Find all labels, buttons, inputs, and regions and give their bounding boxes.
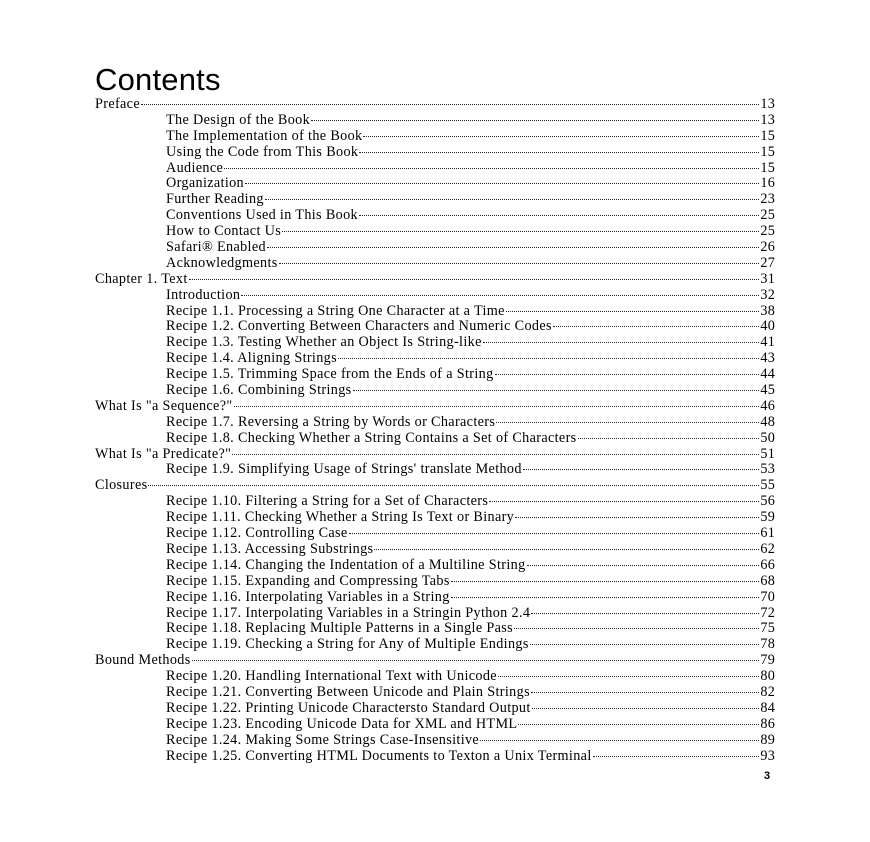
- toc-entry-title: Recipe 1.12. Controlling Case: [166, 525, 348, 542]
- toc-subentry[interactable]: [95, 415, 775, 431]
- toc-entry-title: Recipe 1.13. Accessing Substrings: [166, 540, 374, 557]
- toc-entry-page-number: 41: [760, 334, 775, 351]
- toc-subentry[interactable]: [95, 383, 775, 399]
- toc-entry-page-number: 72: [760, 604, 775, 621]
- toc-entry-title: The Implementation of the Book: [166, 127, 363, 144]
- dot-leader: [451, 597, 760, 598]
- toc-entry-page-number: 59: [760, 509, 775, 526]
- dot-leader: [489, 501, 759, 502]
- toc-entry-title: Recipe 1.19. Checking a String for Any of Multiple Endings: [166, 636, 529, 653]
- toc-section-entry[interactable]: [95, 653, 775, 669]
- toc-entry-page-number: 79: [760, 652, 775, 669]
- toc-entry-page-number: 44: [760, 366, 775, 383]
- toc-entry-title: Further Reading: [166, 191, 264, 208]
- toc-subentry[interactable]: [95, 590, 775, 606]
- toc-subentry[interactable]: [95, 542, 775, 558]
- toc-section-entry[interactable]: [95, 399, 775, 415]
- toc-entry-title: What Is "a Sequence?": [95, 397, 233, 414]
- dot-leader: [514, 628, 759, 629]
- dot-leader: [480, 740, 759, 741]
- dot-leader: [189, 279, 760, 280]
- toc-entry-title: Recipe 1.10. Filtering a String for a Set of Characters: [166, 493, 489, 510]
- toc-entry-page-number: 62: [760, 540, 775, 557]
- dot-leader: [311, 120, 759, 121]
- dot-leader: [282, 231, 759, 232]
- toc-entry-title: The Design of the Book: [166, 111, 311, 128]
- toc-entry-title: Audience: [166, 159, 224, 176]
- toc-entry-page-number: 23: [760, 191, 775, 208]
- toc-entry-title: Recipe 1.18. Replacing Multiple Patterns in a Single Pass: [166, 620, 514, 637]
- toc-entry-page-number: 45: [760, 382, 775, 399]
- toc-subentry[interactable]: [95, 256, 775, 272]
- toc-entry-title: Recipe 1.24. Making Some Strings Case-Insensitive: [166, 731, 480, 748]
- toc-subentry[interactable]: [95, 113, 775, 129]
- dot-leader: [338, 358, 759, 359]
- toc-entry-page-number: 15: [760, 159, 775, 176]
- toc-subentry[interactable]: [95, 717, 775, 733]
- toc-subentry[interactable]: [95, 367, 775, 383]
- toc-entry-title: Organization: [166, 175, 245, 192]
- toc-entry-page-number: 56: [760, 493, 775, 510]
- toc-entry-title: Recipe 1.2. Converting Between Characters and Numeric Codes: [166, 318, 552, 335]
- dot-leader: [527, 565, 760, 566]
- toc-entry-page-number: 66: [760, 556, 775, 573]
- dot-leader: [593, 756, 760, 757]
- toc-subentry[interactable]: [95, 304, 775, 320]
- toc-entry-page-number: 53: [760, 461, 775, 478]
- toc-subentry[interactable]: [95, 288, 775, 304]
- toc-entry-title: Recipe 1.11. Checking Whether a String Is Text or Binary: [166, 509, 515, 526]
- dot-leader: [359, 215, 759, 216]
- toc-entry-title: Recipe 1.14. Changing the Indentation of a Multiline String: [166, 556, 526, 573]
- toc-entry-title: Conventions Used in This Book: [166, 207, 358, 224]
- toc-entry-title: Recipe 1.17. Interpolating Variables in a Stringin Python 2.4: [166, 604, 531, 621]
- toc-entry-title: Recipe 1.20. Handling International Text with Unicode: [166, 668, 497, 685]
- toc-subentry[interactable]: [95, 574, 775, 590]
- toc-entry-page-number: 82: [760, 683, 775, 700]
- dot-leader: [523, 469, 760, 470]
- toc-section-entry[interactable]: [95, 478, 775, 494]
- toc-subentry[interactable]: [95, 558, 775, 574]
- toc-entry-page-number: 89: [760, 731, 775, 748]
- toc-entry-title: What Is "a Predicate?": [95, 445, 232, 462]
- dot-leader: [232, 454, 759, 455]
- dot-leader: [279, 263, 760, 264]
- toc-section-entry[interactable]: [95, 97, 775, 113]
- dot-leader: [234, 406, 760, 407]
- dot-leader: [532, 708, 760, 709]
- toc-subentry[interactable]: [95, 319, 775, 335]
- toc-section-entry[interactable]: [95, 447, 775, 463]
- toc-entry-page-number: 43: [760, 350, 775, 367]
- dot-leader: [518, 724, 759, 725]
- toc-entry-page-number: 25: [760, 223, 775, 240]
- toc-entry-page-number: 93: [760, 747, 775, 764]
- toc-entry-title: Safari® Enabled: [166, 239, 266, 256]
- toc-subentry[interactable]: [95, 351, 775, 367]
- toc-subentry[interactable]: [95, 494, 775, 510]
- toc-entry-page-number: 40: [760, 318, 775, 335]
- dot-leader: [148, 485, 759, 486]
- toc-entry-title: Recipe 1.21. Converting Between Unicode and Plain Strings: [166, 683, 530, 700]
- toc-subentry[interactable]: [95, 749, 775, 765]
- toc-entry-page-number: 32: [760, 286, 775, 303]
- dot-leader: [531, 692, 759, 693]
- toc-entry-page-number: 55: [760, 477, 775, 494]
- dot-leader: [359, 152, 759, 153]
- toc-entry-page-number: 75: [760, 620, 775, 637]
- toc-entry-page-number: 51: [760, 445, 775, 462]
- toc-entry-title: How to Contact Us: [166, 223, 282, 240]
- toc-entry-page-number: 13: [760, 111, 775, 128]
- toc-subentry[interactable]: [95, 240, 775, 256]
- toc-subentry[interactable]: [95, 526, 775, 542]
- toc-section-entry[interactable]: [95, 272, 775, 288]
- toc-entry-page-number: 46: [760, 397, 775, 414]
- dot-leader: [245, 183, 759, 184]
- dot-leader: [530, 644, 760, 645]
- toc-subentry[interactable]: [95, 208, 775, 224]
- dot-leader: [363, 136, 759, 137]
- toc-subentry[interactable]: [95, 462, 775, 478]
- toc-entry-page-number: 25: [760, 207, 775, 224]
- toc-entry-title: Recipe 1.16. Interpolating Variables in a String: [166, 588, 450, 605]
- dot-leader: [374, 549, 759, 550]
- dot-leader: [451, 581, 760, 582]
- toc-entry-page-number: 84: [760, 699, 775, 716]
- toc-entry-title: Recipe 1.7. Reversing a String by Words or Characters: [166, 413, 496, 430]
- dot-leader: [353, 390, 760, 391]
- toc-entry-page-number: 15: [760, 143, 775, 160]
- contents-heading: Contents: [95, 62, 221, 97]
- dot-leader: [578, 438, 760, 439]
- toc-entry-title: Recipe 1.23. Encoding Unicode Data for XML and HTML: [166, 715, 518, 732]
- toc-entry-page-number: 80: [760, 668, 775, 685]
- toc-entry-title: Recipe 1.22. Printing Unicode Charactersto Standard Output: [166, 699, 531, 716]
- toc-entry-title: Acknowledgments: [166, 254, 278, 271]
- dot-leader: [506, 311, 760, 312]
- table-of-contents: [95, 97, 775, 764]
- toc-subentry[interactable]: [95, 192, 775, 208]
- toc-subentry[interactable]: [95, 224, 775, 240]
- toc-entry-title: Using the Code from This Book: [166, 143, 359, 160]
- toc-entry-page-number: 13: [760, 96, 775, 112]
- dot-leader: [553, 326, 760, 327]
- dot-leader: [483, 342, 760, 343]
- toc-subentry[interactable]: [95, 701, 775, 717]
- dot-leader: [267, 247, 759, 248]
- toc-subentry[interactable]: [95, 161, 775, 177]
- dot-leader: [265, 199, 760, 200]
- toc-entry-title: Preface: [95, 96, 140, 112]
- toc-subentry[interactable]: [95, 621, 775, 637]
- dot-leader: [495, 374, 760, 375]
- toc-entry-page-number: 16: [760, 175, 775, 192]
- toc-entry-page-number: 31: [760, 270, 775, 287]
- toc-subentry[interactable]: [95, 129, 775, 145]
- toc-subentry[interactable]: [95, 669, 775, 685]
- toc-entry-title: Recipe 1.4. Aligning Strings: [166, 350, 337, 367]
- toc-entry-title: Bound Methods: [95, 652, 191, 669]
- toc-entry-title: Recipe 1.8. Checking Whether a String Contains a Set of Characters: [166, 429, 577, 446]
- toc-subentry[interactable]: [95, 431, 775, 447]
- dot-leader: [515, 517, 759, 518]
- toc-subentry[interactable]: [95, 510, 775, 526]
- toc-entry-page-number: 61: [760, 525, 775, 542]
- toc-subentry[interactable]: [95, 176, 775, 192]
- dot-leader: [349, 533, 760, 534]
- toc-subentry[interactable]: [95, 733, 775, 749]
- toc-entry-title: Introduction: [166, 286, 241, 303]
- toc-entry-title: Recipe 1.15. Expanding and Compressing Tabs: [166, 572, 450, 589]
- toc-entry-page-number: 27: [760, 254, 775, 271]
- toc-entry-title: Closures: [95, 477, 148, 494]
- dot-leader: [241, 295, 759, 296]
- toc-entry-page-number: 38: [760, 302, 775, 319]
- toc-entry-title: Recipe 1.25. Converting HTML Documents to Texton a Unix Terminal: [166, 747, 592, 764]
- toc-entry-page-number: 86: [760, 715, 775, 732]
- toc-entry-page-number: 78: [760, 636, 775, 653]
- toc-entry-page-number: 68: [760, 572, 775, 589]
- toc-entry-title: Recipe 1.3. Testing Whether an Object Is String-like: [166, 334, 482, 351]
- dot-leader: [141, 104, 759, 105]
- toc-entry-title: Recipe 1.6. Combining Strings: [166, 382, 352, 399]
- toc-subentry[interactable]: [95, 335, 775, 351]
- page-number: 3: [764, 770, 771, 782]
- toc-entry-page-number: 48: [760, 413, 775, 430]
- toc-subentry[interactable]: [95, 145, 775, 161]
- toc-subentry[interactable]: [95, 637, 775, 653]
- toc-entry-page-number: 70: [760, 588, 775, 605]
- toc-entry-page-number: 26: [760, 239, 775, 256]
- dot-leader: [498, 676, 759, 677]
- toc-entry-title: Chapter 1. Text: [95, 270, 188, 287]
- toc-entry-title: Recipe 1.9. Simplifying Usage of Strings' translate Method: [166, 461, 522, 478]
- dot-leader: [496, 422, 759, 423]
- toc-entry-title: Recipe 1.5. Trimming Space from the Ends of a String: [166, 366, 494, 383]
- dot-leader: [224, 168, 759, 169]
- toc-subentry[interactable]: [95, 685, 775, 701]
- toc-entry-title: Recipe 1.1. Processing a String One Character at a Time: [166, 302, 505, 319]
- toc-entry-page-number: 50: [760, 429, 775, 446]
- dot-leader: [192, 660, 760, 661]
- toc-subentry[interactable]: [95, 606, 775, 622]
- dot-leader: [531, 613, 759, 614]
- toc-entry-page-number: 15: [760, 127, 775, 144]
